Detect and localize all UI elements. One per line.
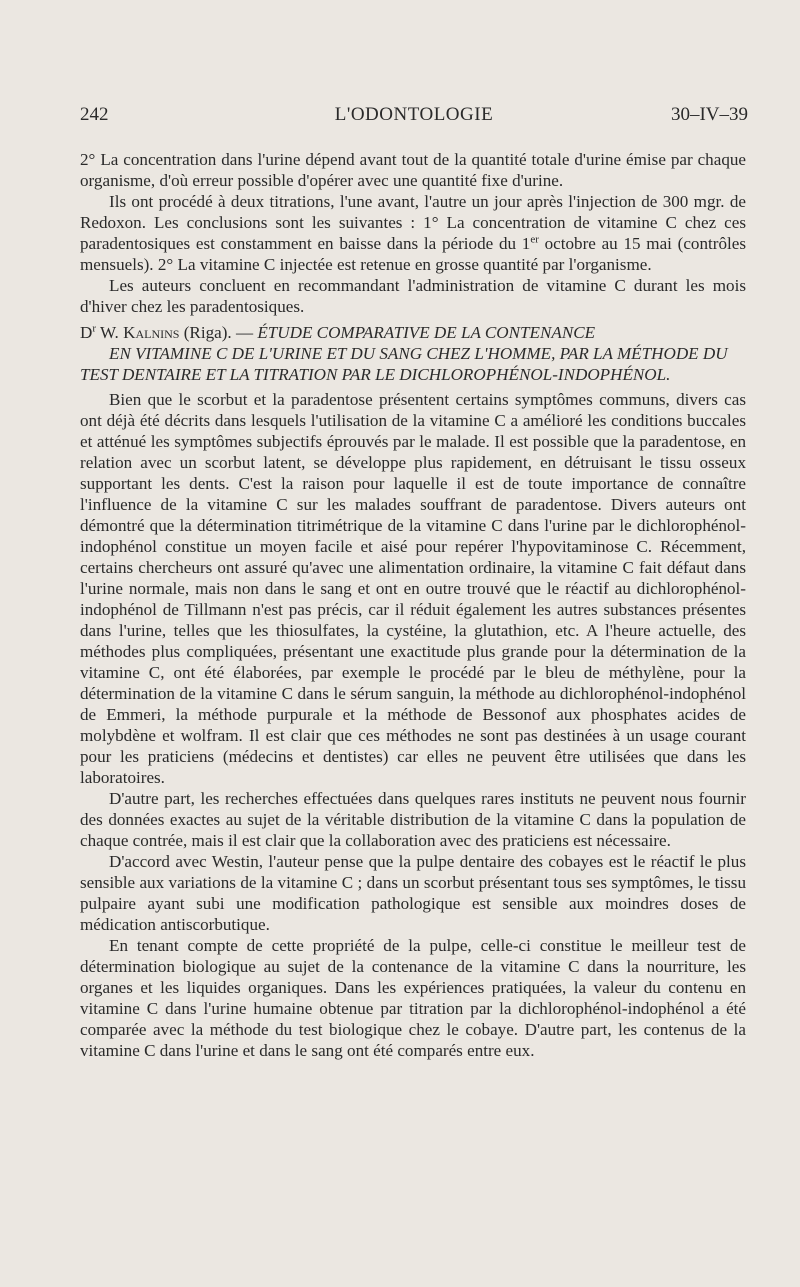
article-title-rest: EN VITAMINE C DE L'URINE ET DU SANG CHEZ L'HOMME, PAR LA MÉTHODE DU TEST DENTAIRE ET LA TITRATION PAR LE DICHLOROPHÉNOL-INDOPHÉNOL. xyxy=(80,344,728,384)
superscript: er xyxy=(530,233,539,246)
author-title-sup: r xyxy=(92,322,97,335)
paragraph-text: octobre au 15 mai (contrôles mensuels). 2° La vitamine C injectée est retenue en grosse quantité par l'organisme. xyxy=(80,234,746,274)
issue-date: 30–IV–39 xyxy=(670,104,748,125)
page-number: 242 xyxy=(80,104,109,125)
paragraph: D'accord avec Westin, l'auteur pense que la pulpe dentaire des cobayes est le réactif le plus sensible aux variations de la vitamine C ; dans un scorbut présentant tous ses symptômes, le tissu pulpaire ayant subi une modification pathologique est sensible aux moindres doses de médication antiscorbutique. xyxy=(80,852,746,934)
paragraph: Bien que le scorbut et la paradentose présentent certains symptômes communs, divers cas ont déjà été décrits dans lesquels l'utilisation de la vitamine C a amélioré les conditions buccales et atténué les symptômes subjectifs éprouvés par le malade. Il est possible que la paradentose, en relation avec un scorbut latent, se développe plus rapidement, en détruisant le tissu osseux supportant les dents. C'est la raison pour laquelle il est de toute importance de connaître l'influence de la vitamine C sur les malades souffrant de paradentose. Divers auteurs ont démontré que la détermination titrimétrique de la vitamine C dans l'urine par le dichlorophénol-indophénol constitue un moyen facile et aisé pour repérer l'hypovitaminose C. Récemment, certains chercheurs ont assuré qu'avec une alimentation ordinaire, la vitamine C fait défaut dans l'urine normale, mais non dans le sang et ont en outre trouvé que le réactif au dichlorophénol-indophénol de Tillmann n'est pas précis, car il réduit également les autres substances présentes dans l'urine, telles que les thiosulfates, la cystéine, la glutathion, etc. A l'heure actuelle, des méthodes plus compliquées, présentant une exactitude plus grande pour la détermination de la vitamine C, ont été élaborées, par exemple le procédé par le bleu de méthylène, pour la détermination de la vitamine C dans le sérum sanguin, la méthode au dichlorophénol-indophénol de Emmeri, la méthode purpurale et la méthode de Bessonof aux phosphates acides de molybdène et wolfram. Il est clair que ces méthodes ne sont pas destinées à un usage courant pour les praticiens (médecins et dentistes) car elles ne peuvent être utilisées que dans les laboratoires. xyxy=(80,390,746,787)
page-body xyxy=(80,149,746,1061)
paragraph-text: Ils ont procédé à deux titrations, l'une avant, l'autre un jour après l'injection de 300 mgr. de Redoxon. Les conclusions sont les suivantes : 1° La concentration de vitamine C chez ces paradentosiques est constamment en baisse dans la période du 1 xyxy=(80,192,746,253)
page-header xyxy=(80,104,748,130)
author-city: (Riga). — xyxy=(179,323,258,342)
article-title-line1: ÉTUDE COMPARATIVE DE LA CONTENANCE xyxy=(257,323,596,342)
author-name: Kalnins xyxy=(123,323,180,342)
paragraph xyxy=(80,191,746,275)
paragraph: D'autre part, les recherches effectuées dans quelques rares instituts ne peuvent nous fournir des données exactes au sujet de la véritable distribution de la vitamine C dans la population de chaque contrée, mais il est clair que la collaboration avec des praticiens est nécessaire. xyxy=(80,789,746,850)
running-title: L'ODONTOLOGIE xyxy=(334,104,494,125)
paragraph: 2° La concentration dans l'urine dépend avant tout de la quantité totale d'urine émise par chaque organisme, d'où erreur possible d'opérer avec une quantité fixe d'urine. xyxy=(80,150,746,190)
article-heading xyxy=(80,322,746,385)
paragraph: En tenant compte de cette propriété de la pulpe, celle-ci constitue le meilleur test de détermination biologique au sujet de la contenance de la vitamine C dans la nourriture, les organes et les liquides organiques. Dans les expériences pratiquées, la valeur du contenu en vitamine C dans l'urine humaine obtenue par titration par la dichlorophénol-indophénol a été comparée avec la méthode du test biologique chez le cobaye. D'autre part, les contenus de la vitamine C dans l'urine et dans le sang ont été comparés entre eux. xyxy=(80,936,746,1060)
article-byline xyxy=(80,322,746,343)
author-initial: W. xyxy=(96,323,124,342)
author-title: D xyxy=(80,323,93,342)
paragraph: Les auteurs concluent en recommandant l'administration de vitamine C durant les mois d'hiver chez les paradentosiques. xyxy=(80,276,746,316)
